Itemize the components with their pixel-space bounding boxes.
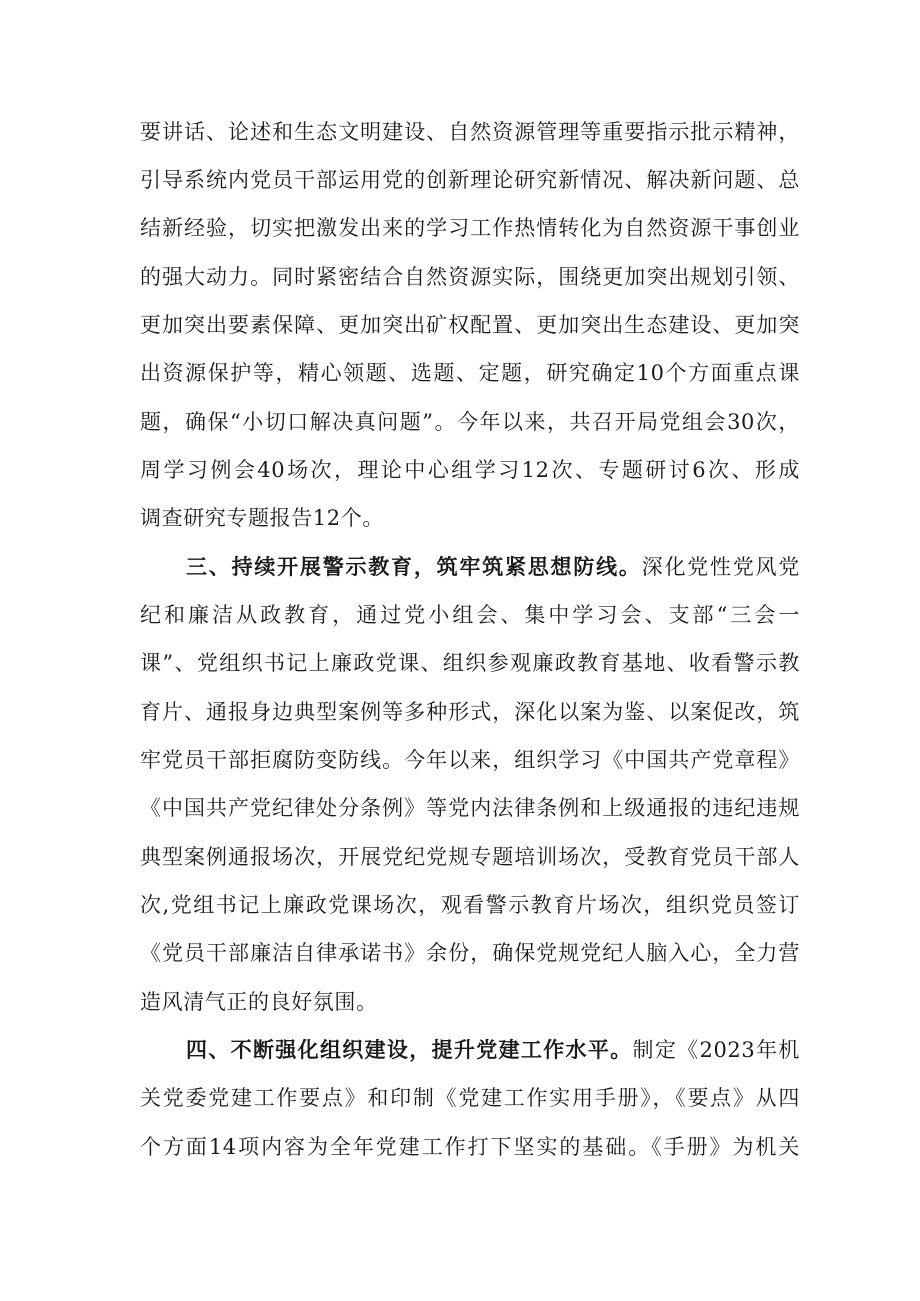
paragraph-line: 更加突出要素保障、更加突出矿权配置、更加突出生态建设、更加突 <box>140 313 800 337</box>
section-4-line: 关党委党建工作要点》和印制《党建工作实用手册》，《要点》从四 <box>140 1086 800 1110</box>
section-3-first-line <box>186 552 800 582</box>
paragraph-line: 的强大动力。同时紧密结合自然资源实际，围绕更加突出规划引领、 <box>140 265 800 289</box>
section-3-line: 造风清气正的良好氛围。 <box>140 990 378 1014</box>
section-3-line: 次,党组书记上廉政党课场次，观看警示教育片场次，组织党员签订 <box>140 893 800 917</box>
section-3-text: 深化党性党风党 <box>641 555 801 579</box>
section-3-line: 典型案例通报场次，开展党纪党规专题培训场次，受教育党员干部人 <box>140 845 800 869</box>
paragraph-line: 引导系统内党员干部运用党的创新理论研究新情况、解决新问题、总 <box>140 168 800 192</box>
paragraph-line: 周学习例会40场次，理论中心组学习12次、专题研讨6次、形成 <box>140 458 800 482</box>
section-4-line: 个方面14项内容为全年党建工作打下坚实的基础。《手册》为机关 <box>140 1135 800 1159</box>
section-3-line: 《党员干部廉洁自律承诺书》余份，确保党规党纪人脑入心，全力营 <box>140 941 800 965</box>
paragraph-line: 结新经验，切实把激发出来的学习工作热情转化为自然资源干事创业 <box>140 216 800 240</box>
section-3-line: 牢党员干部拒腐防变防线。今年以来，组织学习《中国共产党章程》 <box>140 748 800 772</box>
section-3-line: 《中国共产党纪律处分条例》等党内法律条例和上级通报的违纪违规 <box>140 796 800 820</box>
section-4-heading: 四、不断强化组织建设，提升党建工作水平。 <box>186 1037 633 1062</box>
section-4-text: 制定《2023年机 <box>632 1038 801 1062</box>
section-4-first-line <box>186 1035 800 1065</box>
paragraph-line: 题，确保“小切口解决真问题”。今年以来，共召开局党组会30次， <box>140 410 800 434</box>
section-3-line: 课”、党组织书记上廉政党课、组织参观廉政教育基地、收看警示教 <box>140 651 800 675</box>
section-3-line: 育片、通报身边典型案例等多种形式，深化以案为鉴、以案促改，筑 <box>140 700 800 724</box>
section-3-line: 纪和廉洁从政教育，通过党小组会、集中学习会、支部“三会一 <box>140 603 800 627</box>
paragraph-line: 出资源保护等，精心领题、选题、定题，研究确定10个方面重点课 <box>140 361 800 385</box>
paragraph-line: 调查研究专题报告12个。 <box>140 506 384 530</box>
paragraph-line: 要讲话、论述和生态文明建设、自然资源管理等重要指示批示精神， <box>140 120 800 144</box>
section-3-heading: 三、持续开展警示教育，筑牢筑紧思想防线。 <box>186 554 642 579</box>
